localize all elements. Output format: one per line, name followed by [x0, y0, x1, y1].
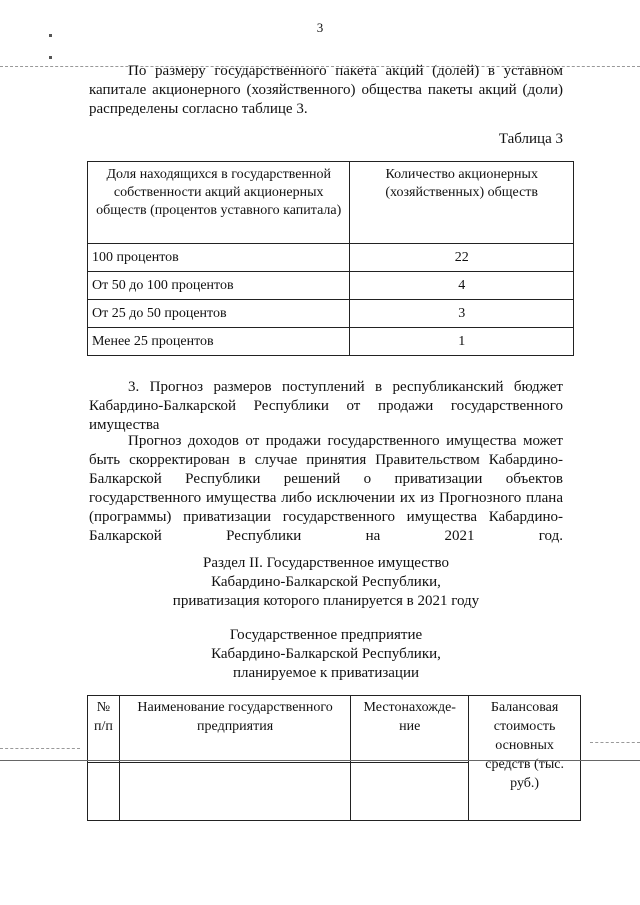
paragraph-shares: По размеру государственного пакета акций (долей) в уставном капитале акционерного (хозяйственного) общества пакеты акций (доли) распределены согласно таблице 3. [89, 63, 563, 117]
enterprise-title [89, 626, 563, 683]
row-value: 22 [350, 244, 574, 272]
header-count: Количество акционерных (хозяйственных) обществ [350, 162, 574, 244]
enterprise-title-line: Государственное предприятие [229, 627, 423, 643]
scan-mark [49, 56, 52, 59]
row-value: 1 [350, 328, 574, 356]
scan-mark [49, 34, 52, 37]
header-number: № п/п [88, 696, 120, 763]
empty-cell [351, 763, 469, 821]
header-share: Доля находящихся в государственной собственности акций акционерных обществ (процентов уставного капитала) [88, 162, 350, 244]
table-header-row [88, 696, 581, 763]
enterprise-title-line: Кабардино-Балкарской Республики, [211, 646, 441, 662]
header-name: Наименование государственного предприятия [119, 696, 350, 763]
table-row [88, 244, 574, 272]
paragraph-forecast: Прогноз доходов от продажи государственного имущества может быть скорректирован в случае принятия Правительством Кабардино-Балкарской Республики решений о приватизации объектов государственного имущества либо исключении их из Прогнозного плана (программы) приватизации государственного имущества Кабардино-Балкарской Республики на 2021 год. [89, 433, 563, 544]
section2-title-line: приватизация которого планируется в 2021 году [172, 593, 480, 609]
table3-caption: Таблица 3 [498, 131, 563, 147]
scan-line [0, 748, 80, 749]
empty-cell [88, 763, 120, 821]
row-label: От 50 до 100 процентов [88, 272, 350, 300]
header-balance: Балансовая стоимость основных средств (тыс. руб.) [469, 696, 581, 821]
table-header-row [88, 162, 574, 244]
table-row [88, 272, 574, 300]
section3-heading: 3. Прогноз размеров поступлений в республиканский бюджет Кабардино-Балкарской Республики от продажи государственного имущества [89, 379, 563, 433]
row-label: От 25 до 50 процентов [88, 300, 350, 328]
row-value: 4 [350, 272, 574, 300]
row-label: 100 процентов [88, 244, 350, 272]
table-enterprise [87, 695, 581, 821]
section2-title-line: Раздел II. Государственное имущество [202, 555, 449, 571]
scan-line [0, 760, 640, 761]
row-label: Менее 25 процентов [88, 328, 350, 356]
table-row [88, 300, 574, 328]
table-row [88, 328, 574, 356]
scan-line [590, 742, 640, 743]
section2-title-line: Кабардино-Балкарской Республики, [211, 574, 441, 590]
empty-cell [119, 763, 350, 821]
row-value: 3 [350, 300, 574, 328]
table-3 [87, 161, 574, 356]
header-location: Местонахожде-ние [351, 696, 469, 763]
section2-title [89, 554, 563, 611]
enterprise-title-line: планируемое к приватизации [232, 665, 420, 681]
page-number: 3 [316, 20, 324, 35]
